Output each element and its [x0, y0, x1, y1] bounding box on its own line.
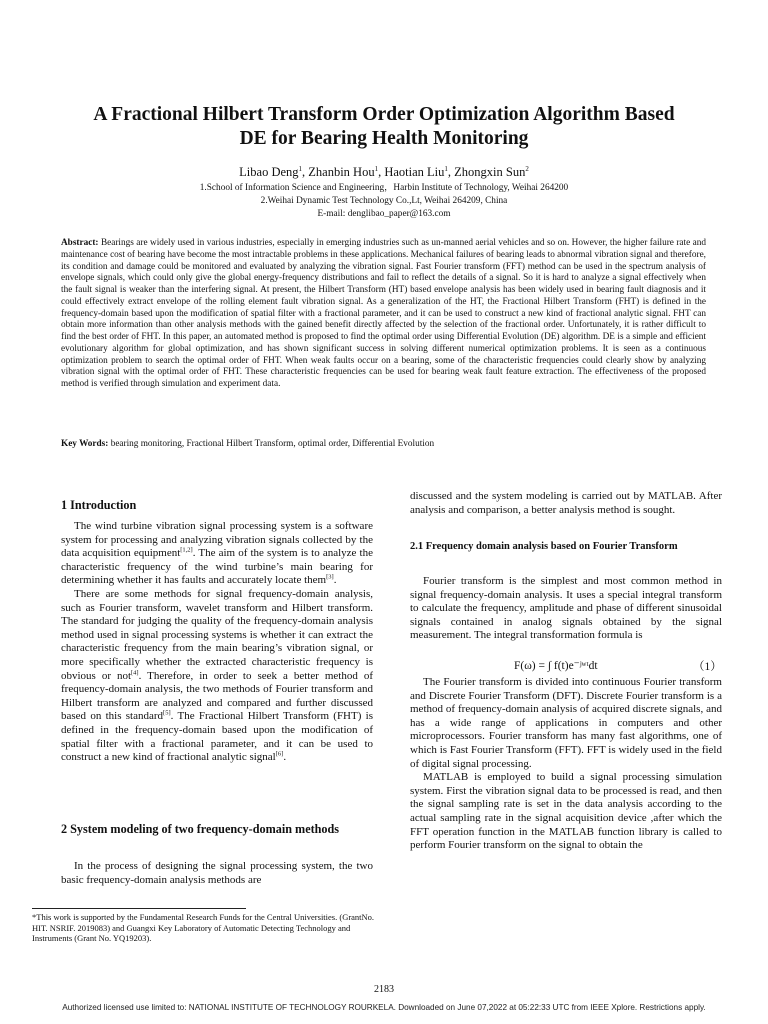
keywords-label: Key Words: — [61, 439, 109, 449]
abstract — [61, 238, 706, 391]
paragraph — [61, 520, 373, 588]
paragraph-text: The wind turbine vibration signal processing system is a software system for processing and analyzing vibration signals collected by the data acquisition equipment — [61, 520, 373, 560]
footnote-rule — [32, 908, 246, 909]
abstract-text: Bearings are widely used in various industries, especially in emerging industries such as un-manned aerial vehicles and so on. However, the higher failure rate and maintenance cost of bearing have become the most intractable problems in these applications. Mechanical failures of bearing leads to abnormal vibration signal and therefore, its condition and damage could be monitored and evaluated by analyzing the vibration signal. Fast Fourier transform (FFT) method can be used in the spectrum analysis of envelope signals, which could only give the global energy-frequency distributions and fail to reflect the details of a signal. So it is hard to analyze a signal effectively when the fault signal is weaker than the interfering signal. At present, the Hilbert Transform (HT) based envelope analysis has been widely used in bearing fault diagnosis and it could effectively extract envelope of the rolling element fault vibration signal. As a generalization of the HT, the Fractional Hilbert Transform (FHT) is defined in the frequency-domain based upon the modification of spatial filter with a fractional parameter, and it can be used to construct a new kind of fractional analytic signal. FHT can obtain more information than other analysis methods with the gained benefit directly affected by the selection of the fractional order. Unfortunately, it is rather difficult to find the best order of FHT. In this paper, an automated method is proposed to find the optimal order using Differential Evolution (DE) algorithm. DE is a simple and efficient evolutionary algorithm for global optimization, and has shown significant success in solving different numerical optimization problems. It is seen as a continuous optimization problem to search the optimal order of FHT. When weak faults occur on a bearing, some of the characteristic frequencies could clearly show by analyzing vibration signal with the optimal order of FHT. These characteristic frequencies can be used for bearing weak fault feature extraction. The effectiveness of the proposed method is verified through simulation and experiment data. — [61, 238, 707, 389]
keywords — [61, 438, 706, 450]
keywords-text: bearing monitoring, Fractional Hilbert Transform, optimal order, Differential Evolution — [110, 439, 435, 449]
citation: [5] — [163, 709, 171, 717]
paragraph: The Fourier transform is divided into continuous Fourier transform and Discrete Fourier Transform (DFT). Discrete Fourier transform is a method of frequency-domain analysis of acquired discrete signals, and has a wide range of applications in computers and other microprocessors. Fourier transform has many fast algorithms, one of which is Fast Fourier Transform (FFT). FFT is widely used in the field of digital signal processing. — [410, 676, 722, 770]
section-1-body — [61, 520, 373, 765]
author-list: Libao Deng$^1$, Zhanbin Hou$^1$, Haotian Liu$^1$, Zhongxin Sun$^2$ — [239, 165, 529, 180]
license-notice: Authorized licensed use limited to: NATIONAL INSTITUTE OF TECHNOLOGY ROURKELA. Downloaded on June 07,2022 at 05:22:33 UTC from IEEE Xplore. Restrictions apply. — [62, 1003, 706, 1012]
equation-1 — [514, 658, 598, 672]
paragraph: Fourier transform is the simplest and most common method in signal frequency-domain analysis. It uses a special integral transform to calculate the frequency, amplitude and phase of different sinusoidal signals contained in analog signals obtained by the signal measurement. The integral transformation formula is — [410, 575, 722, 642]
paragraph-text: . — [333, 574, 337, 587]
section-2-heading: 2 System modeling of two frequency-domain methods — [61, 822, 340, 836]
paragraph-text: . The Fractional Hilbert Transform (FHT) is defined in the frequency-domain based upon the modification of spatial filter with a fractional parameter, and it can be used to construct a new kind of fractional analytic signal — [61, 710, 374, 764]
title-line-2: DE for Bearing Health Monitoring — [239, 128, 529, 149]
affiliation-1: 1.School of Information Science and Engineering，Harbin Institute of Technology, Weihai 264200 — [199, 183, 569, 193]
abstract-label: Abstract: — [61, 238, 99, 248]
author-name: Zhanbin Hou — [308, 165, 375, 180]
paragraph-text: There are some methods for signal frequency-domain analysis, such as Fourier transform, wavelet transform and Hilbert transform. The standard for judging the quality of the frequency-domain analysis method used in signal processing systems is whether it can extract the characteristic frequency from the main bearing’s vibration signal, or more specifically whether the extracted characteristic frequency is obvious or not — [61, 587, 373, 682]
right-column-intro — [410, 490, 722, 517]
citation: [4] — [131, 668, 139, 676]
section-2-1-heading: 2.1 Frequency domain analysis based on Fourier Transform — [410, 541, 678, 552]
paragraph — [61, 588, 373, 765]
paragraph: MATLAB is employed to build a signal processing simulation system. First the vibration signal data to be processed is read, and then the signal sampling rate is set in the data analysis according to the actual sampling rate in the signal acquisition device ,after which the FFT operation function in the MATLAB function library is called to perform Fourier transform on the signal to obtain the — [410, 771, 722, 852]
author-name: Zhongxin Sun — [454, 165, 526, 180]
page-number: 2183 — [374, 984, 394, 995]
citation: [1,2] — [180, 546, 193, 554]
paragraph: In the process of designing the signal processing system, the two basic frequency-domain analysis methods are — [61, 860, 373, 886]
paragraph-text: . Therefore, in order to seek a better method of frequency-domain analysis, the two methods of Fourier transform and Hilbert transform are analyzed and compared and further discussed based on this standard — [61, 669, 373, 723]
author-name: Haotian Liu — [384, 165, 445, 180]
title-line-1: A Fractional Hilbert Transform Order Optimization Algorithm Based — [93, 104, 675, 125]
section-1-heading: 1 Introduction — [61, 498, 137, 512]
section-2-1-body — [410, 575, 722, 643]
author-name: Libao Deng — [239, 165, 299, 180]
author-affiliation-mark: 1 — [374, 165, 379, 173]
citation: [3] — [326, 573, 334, 581]
author-email: E-mail: denglibao_paper@163.com — [317, 209, 451, 219]
section-2-body — [61, 860, 373, 887]
footnote: *This work is supported by the Fundamental Research Funds for the Central Universities. (GrantNo. HIT. NSRIF. 2019083) and Guangxi Key Laboratory of Automatic Detecting Technology and Instruments (Grant No. YQ19203). — [32, 912, 375, 944]
author-affiliation-mark: 1 — [444, 165, 448, 173]
section-2-1-body-continued — [410, 676, 722, 853]
paragraph-text: . The aim of the system is to analyze the characteristic frequency of the wind turbine’s main bearing for determining whether it has faults and accurately locate them — [61, 547, 373, 587]
equation-number: （1） — [693, 661, 722, 673]
citation: [6] — [275, 750, 284, 758]
author-affiliation-mark: 2 — [525, 165, 529, 173]
paragraph-text: . — [283, 751, 287, 764]
paper-title — [40, 103, 728, 151]
author-affiliation-mark: 1 — [298, 165, 303, 173]
paragraph: discussed and the system modeling is carried out by MATLAB. After analysis and comparison, a better analysis method is sought. — [410, 490, 722, 516]
equation-text: F(ω) = ∫ f(t)e⁻ʲʷᵗdt — [514, 660, 598, 672]
affiliation-2: 2.Weihai Dynamic Test Technology Co.,Lt, Weihai 264209, China — [260, 196, 508, 206]
